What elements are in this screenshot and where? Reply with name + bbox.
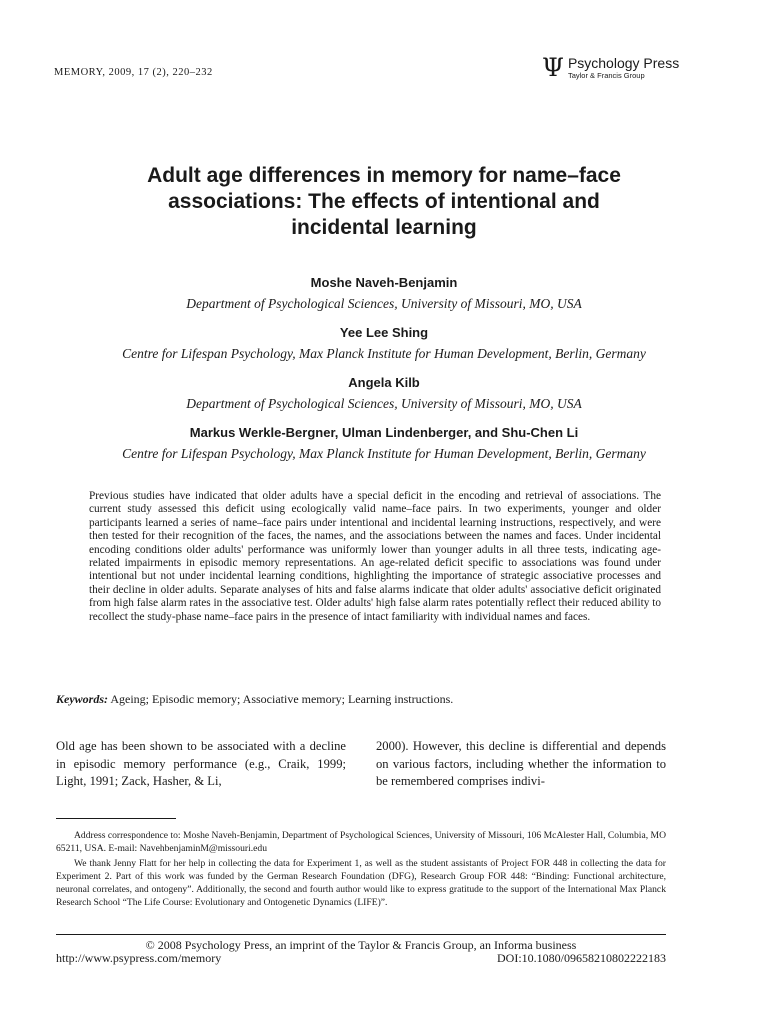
footnote-address: Address correspondence to: Moshe Naveh-Benjamin, Department of Psychological Sciences, University of Missouri, 106 McAlester Hall, Columbia, MO 65211, USA. E-mail: NavehbenjaminM@missouri.edu	[56, 830, 666, 854]
author-affiliation: Department of Psychological Sciences, University of Missouri, MO, USA	[186, 296, 582, 311]
journal-reference: MEMORY, 2009, 17 (2), 220–232	[54, 67, 213, 78]
article-title	[60, 163, 708, 241]
author-name: Markus Werkle-Bergner, Ulman Lindenberger, and Shu-Chen Li	[189, 425, 579, 440]
author-name: Moshe Naveh-Benjamin	[310, 275, 458, 290]
keywords-label: Keywords:	[56, 692, 108, 706]
author-group-1	[40, 275, 728, 312]
author-affiliation: Centre for Lifespan Psychology, Max Planck Institute for Human Development, Berlin, Germany	[122, 346, 646, 361]
author-group-4	[40, 425, 728, 462]
author-name: Yee Lee Shing	[339, 325, 429, 340]
psi-logo-icon: Ψ	[542, 53, 564, 82]
footnote-acknowledgement: We thank Jenny Flatt for her help in collecting the data for Experiment 1, as well as the student assistants of Project FOR 448 in collecting the data for Experiment 2. Part of this work was funded by the German Research Foundation (DFG), Research Group FOR 448: “Binding: Functional architecture, neuronal correlates, and ontogeny”. Additionally, the second and fourth author would like to express gratitude to the support of the International Max Planck Research School “The Life Course: Evolutionary and Ontogenetic Dynamics (LIFE)”.	[56, 858, 666, 908]
author-name: Angela Kilb	[348, 375, 420, 390]
title-line-3: incidental learning	[291, 216, 477, 239]
publisher-logo	[542, 53, 680, 82]
footer-divider	[56, 934, 666, 935]
title-line-1: Adult age differences in memory for name–face	[147, 164, 621, 187]
publisher-name: Psychology Press	[567, 55, 680, 71]
author-group-2	[40, 325, 728, 362]
keywords	[56, 692, 453, 707]
body-column-left: Old age has been shown to be associated with a decline in episodic memory performance (e.g., Craik, 1999; Light, 1991; Zack, Hasher, & Li,	[56, 739, 346, 788]
keywords-text: Ageing; Episodic memory; Associative memory; Learning instructions.	[110, 692, 454, 706]
author-affiliation: Department of Psychological Sciences, University of Missouri, MO, USA	[186, 396, 582, 411]
journal-url: http://www.psypress.com/memory	[56, 951, 222, 965]
author-affiliation: Centre for Lifespan Psychology, Max Planck Institute for Human Development, Berlin, Germany	[122, 446, 646, 461]
body-column-right: 2000). However, this decline is differential and depends on various factors, including whether the information to be remembered comprises indivi-	[376, 739, 666, 788]
copyright-notice: © 2008 Psychology Press, an imprint of the Taylor & Francis Group, an Informa business	[145, 938, 577, 952]
doi: DOI:10.1080/09658210802222183	[497, 951, 666, 965]
author-group-3	[40, 375, 728, 412]
footnote-divider	[56, 818, 176, 819]
title-line-2: associations: The effects of intentional and	[168, 190, 600, 213]
abstract: Previous studies have indicated that older adults have a special deficit in the encoding and retrieval of associations. The current study assessed this deficit using ecologically valid name–face pairs. In two experiments, younger and older participants learned a series of name–face pairs under intentional and incidental learning instructions, respectively, and were then tested for their recognition of the faces, the names, and the associations between the names and faces. Under incidental encoding conditions older adults' performance was uniformly lower than younger adults in all three tests, indicating age-related impairments in episodic memory representations. An age-related deficit specific to associations was found under intentional but not under incidental learning conditions, highlighting the importance of strategic associative processes and their decline in older adults. Separate analyses of hits and false alarms indicate that older adults' associative deficit originated from high false alarm rates in the associative test. Older adults' high false alarm rates potentially reflect their reduced ability to recollect the study-phase name–face pairs in the presence of intact familiarity with individual names and faces.	[89, 490, 662, 623]
publisher-group: Taylor & Francis Group	[567, 71, 645, 80]
